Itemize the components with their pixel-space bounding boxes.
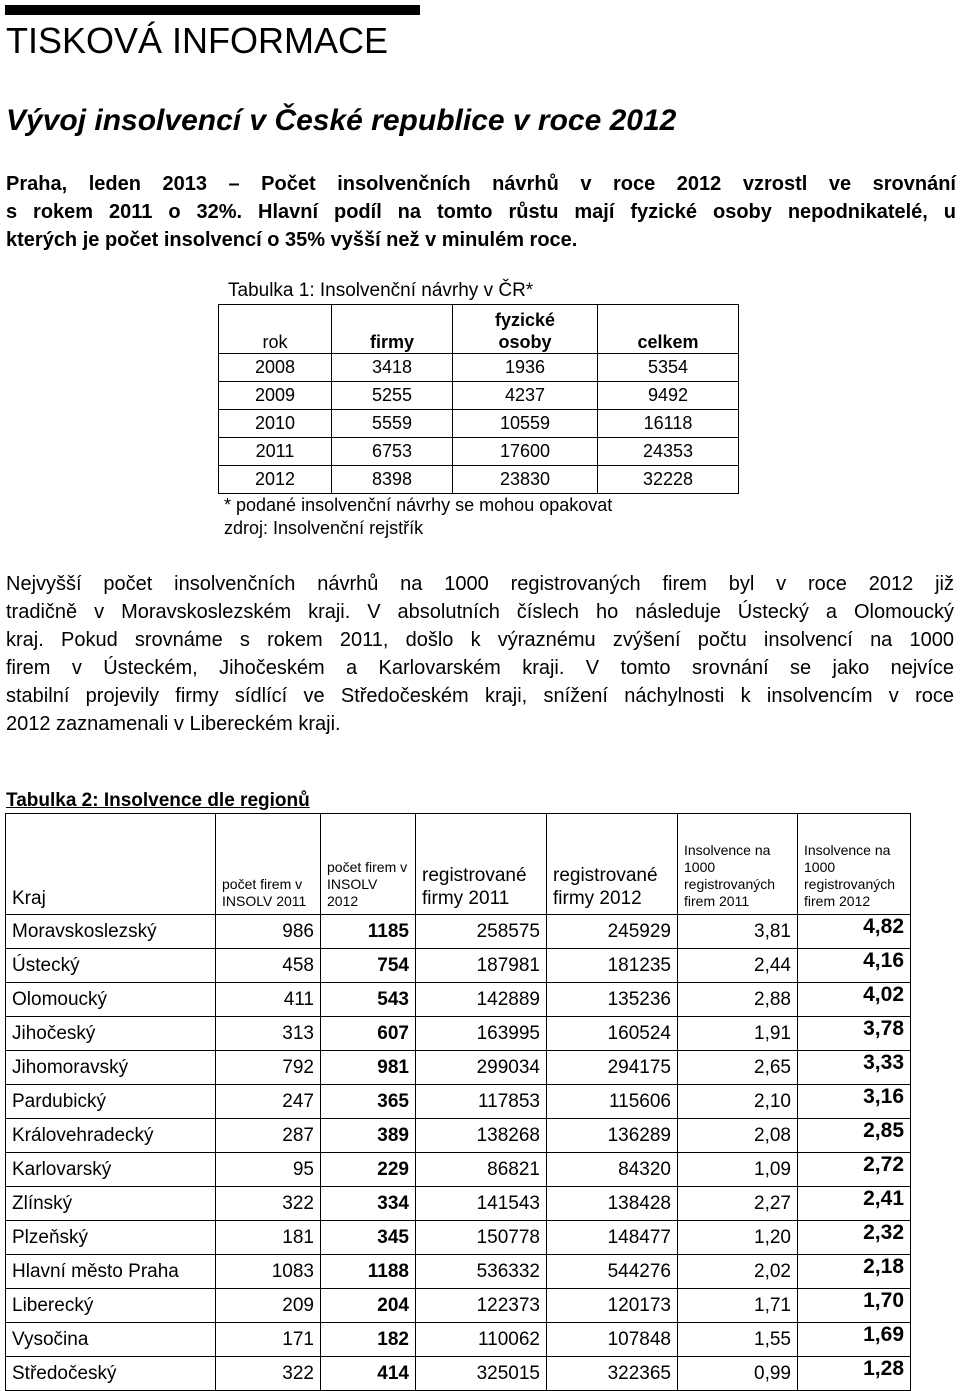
table2-cell: 148477: [547, 1221, 678, 1255]
table2-cell: 2,44: [678, 949, 798, 983]
page-subtitle: Vývoj insolvencí v České republice v roce 2012: [6, 104, 677, 137]
table2-cell: 4,82: [798, 915, 911, 949]
table2-cell: 986: [216, 915, 321, 949]
table-row: [6, 1221, 911, 1255]
table2-header-insolv-2012: počet firem v INSOLV 2012: [321, 814, 416, 915]
region-name: Liberecký: [6, 1289, 216, 1323]
table2-cell: 313: [216, 1017, 321, 1051]
region-name: Ústecký: [6, 949, 216, 983]
table1-header-firmy: firmy: [332, 305, 453, 354]
table2-cell: 322: [216, 1357, 321, 1391]
region-name: Jihomoravský: [6, 1051, 216, 1085]
table2-cell: 4,02: [798, 983, 911, 1017]
table1-cell: 2010: [219, 410, 332, 438]
table2-cell: 411: [216, 983, 321, 1017]
table1-header-celkem: celkem: [598, 305, 739, 354]
table-row: [6, 1357, 911, 1391]
table1-header-rok: rok: [219, 305, 332, 354]
table1-note: * podané insolvenční návrhy se mohou opakovat: [224, 495, 613, 515]
table1-row: [219, 382, 739, 410]
table1-row: [219, 438, 739, 466]
table2-cell: 107848: [547, 1323, 678, 1357]
table2-cell: 247: [216, 1085, 321, 1119]
table1-cell: 8398: [332, 466, 453, 494]
table2-cell: 2,02: [678, 1255, 798, 1289]
body-line: kraj. Pokud srovnáme s rokem 2011, došlo k výraznému zvýšení počtu insolvencí na 1000: [6, 629, 954, 651]
table2-cell: 2,41: [798, 1187, 911, 1221]
region-name: Hlavní město Praha: [6, 1255, 216, 1289]
table2-cell: 4,16: [798, 949, 911, 983]
table2-header-insolv-2011: počet firem v INSOLV 2011: [216, 814, 321, 915]
table2-cell: 187981: [416, 949, 547, 983]
lead-paragraph: [6, 170, 956, 254]
table-row: [6, 983, 911, 1017]
body-line: firem v Ústeckém, Jihočeském a Karlovarském kraji. V tomto srovnání se jako nejvíce: [6, 657, 954, 679]
table2-cell: 458: [216, 949, 321, 983]
table2-header-registrovane-2011: registrované firmy 2011: [416, 814, 547, 915]
table2-cell: 2,08: [678, 1119, 798, 1153]
table2-cell: 84320: [547, 1153, 678, 1187]
table1-cell: 32228: [598, 466, 739, 494]
table2-cell: 171: [216, 1323, 321, 1357]
region-name: Moravskoslezský: [6, 915, 216, 949]
table1-cell: 10559: [453, 410, 598, 438]
table2-cell: 2,72: [798, 1153, 911, 1187]
table2-header-registrovane-2012: registrované firmy 2012: [547, 814, 678, 915]
table2-cell: 115606: [547, 1085, 678, 1119]
table2-cell: 110062: [416, 1323, 547, 1357]
table-row: [6, 1017, 911, 1051]
table1-cell: 6753: [332, 438, 453, 466]
table2-cell: 95: [216, 1153, 321, 1187]
table2-cell: 135236: [547, 983, 678, 1017]
table-row: [6, 1153, 911, 1187]
table2-cell: 138428: [547, 1187, 678, 1221]
table2-cell: 0,99: [678, 1357, 798, 1391]
table2-cell: 1,70: [798, 1289, 911, 1323]
table1: [218, 304, 739, 494]
table2-cell: 86821: [416, 1153, 547, 1187]
table-row: [6, 1051, 911, 1085]
table1-cell: 16118: [598, 410, 739, 438]
table2-cell: 322: [216, 1187, 321, 1221]
table2-cell: 2,10: [678, 1085, 798, 1119]
table2-cell: 1,69: [798, 1323, 911, 1357]
table1-cell: 23830: [453, 466, 598, 494]
table2-header-row: [6, 814, 911, 915]
table1-cell: 24353: [598, 438, 739, 466]
table2-cell: 1,71: [678, 1289, 798, 1323]
table2-cell: 543: [321, 983, 416, 1017]
table-row: [6, 1255, 911, 1289]
lead-line: Praha, leden 2013 – Počet insolvenčních návrhů v roce 2012 vzrostl ve srovnání: [6, 173, 956, 195]
table2-cell: 122373: [416, 1289, 547, 1323]
table1-cell: 5354: [598, 354, 739, 382]
header-rule: [5, 5, 420, 15]
table2-cell: 294175: [547, 1051, 678, 1085]
table2-cell: 334: [321, 1187, 416, 1221]
table2-cell: 1,28: [798, 1357, 911, 1391]
table1-cell: 4237: [453, 382, 598, 410]
table1-cell: 9492: [598, 382, 739, 410]
table2-cell: 181235: [547, 949, 678, 983]
table2-cell: 287: [216, 1119, 321, 1153]
table-row: [6, 1323, 911, 1357]
table2-cell: 1083: [216, 1255, 321, 1289]
table2-cell: 1185: [321, 915, 416, 949]
table2-cell: 3,81: [678, 915, 798, 949]
table1-footnote: [224, 494, 612, 540]
table2-cell: 792: [216, 1051, 321, 1085]
table2-cell: 2,32: [798, 1221, 911, 1255]
table2-cell: 345: [321, 1221, 416, 1255]
region-name: Vysočina: [6, 1323, 216, 1357]
table2-header-kraj: Kraj: [6, 814, 216, 915]
table2-cell: 2,88: [678, 983, 798, 1017]
table2-cell: 163995: [416, 1017, 547, 1051]
table2-cell: 141543: [416, 1187, 547, 1221]
page-title: TISKOVÁ INFORMACE: [6, 20, 389, 61]
table1-row: [219, 410, 739, 438]
region-name: Středočeský: [6, 1357, 216, 1391]
table2-cell: 2,85: [798, 1119, 911, 1153]
table2-cell: 3,78: [798, 1017, 911, 1051]
table2-cell: 389: [321, 1119, 416, 1153]
table2-cell: 204: [321, 1289, 416, 1323]
table1-title: Tabulka 1: Insolvenční návrhy v ČR*: [228, 280, 534, 301]
table1-row: [219, 466, 739, 494]
table1-cell: 2009: [219, 382, 332, 410]
table2-cell: 1,55: [678, 1323, 798, 1357]
body-line: 2012 zaznamenali v Libereckém kraji.: [6, 713, 341, 735]
table2-cell: 322365: [547, 1357, 678, 1391]
table2-cell: 2,27: [678, 1187, 798, 1221]
table1-cell: 5255: [332, 382, 453, 410]
table2-title: Tabulka 2: Insolvence dle regionů: [6, 790, 310, 811]
table2-cell: 754: [321, 949, 416, 983]
table1-source: zdroj: Insolvenční rejstřík: [224, 518, 424, 538]
table-row: [6, 1085, 911, 1119]
region-name: Plzeňský: [6, 1221, 216, 1255]
region-name: Královehradecký: [6, 1119, 216, 1153]
region-name: Zlínský: [6, 1187, 216, 1221]
table2-cell: 607: [321, 1017, 416, 1051]
region-name: Karlovarský: [6, 1153, 216, 1187]
table2-cell: 3,16: [798, 1085, 911, 1119]
table2-cell: 299034: [416, 1051, 547, 1085]
table2-cell: 150778: [416, 1221, 547, 1255]
table1-header-fyzicke-osoby: fyzické osoby: [453, 305, 598, 354]
table2-cell: 981: [321, 1051, 416, 1085]
table1-cell: 17600: [453, 438, 598, 466]
table1-cell: 3418: [332, 354, 453, 382]
table-row: [6, 1119, 911, 1153]
table2-cell: 138268: [416, 1119, 547, 1153]
table1-cell: 5559: [332, 410, 453, 438]
table2-cell: 1,91: [678, 1017, 798, 1051]
table1-row: [219, 354, 739, 382]
body-line: stabilní projevily firmy sídlící ve Středočeském kraji, snížení náchylnosti k insolvencím v roce: [6, 685, 954, 707]
table2-cell: 245929: [547, 915, 678, 949]
table1-cell: 2011: [219, 438, 332, 466]
table2-cell: 209: [216, 1289, 321, 1323]
table2-header-per1000-2011: Insolvence na 1000 registrovaných firem 2011: [678, 814, 798, 915]
table2-cell: 117853: [416, 1085, 547, 1119]
table-row: [6, 1289, 911, 1323]
table2-cell: 120173: [547, 1289, 678, 1323]
table1-cell: 2012: [219, 466, 332, 494]
region-name: Olomoucký: [6, 983, 216, 1017]
table2-cell: 1,09: [678, 1153, 798, 1187]
table2-cell: 142889: [416, 983, 547, 1017]
body-paragraph: [6, 570, 954, 738]
body-line: Nejvyšší počet insolvenčních návrhů na 1000 registrovaných firem byl v roce 2012 již: [6, 573, 954, 595]
table2: [5, 813, 911, 1391]
table2-cell: 1188: [321, 1255, 416, 1289]
table2-cell: 544276: [547, 1255, 678, 1289]
table2-cell: 2,18: [798, 1255, 911, 1289]
table2-cell: 258575: [416, 915, 547, 949]
lead-line: s rokem 2011 o 32%. Hlavní podíl na tomto růstu mají fyzické osoby nepodnikatelé, u: [6, 201, 956, 223]
table2-cell: 160524: [547, 1017, 678, 1051]
table-row: [6, 915, 911, 949]
table1-header-row: [219, 305, 739, 354]
table2-cell: 3,33: [798, 1051, 911, 1085]
body-line: tradičně v Moravskoslezském kraji. V absolutních číslech ho následuje Ústecký a Olomoucký: [6, 601, 954, 623]
region-name: Jihočeský: [6, 1017, 216, 1051]
table2-cell: 182: [321, 1323, 416, 1357]
table2-cell: 365: [321, 1085, 416, 1119]
table1-cell: 1936: [453, 354, 598, 382]
table2-cell: 2,65: [678, 1051, 798, 1085]
table2-cell: 536332: [416, 1255, 547, 1289]
region-name: Pardubický: [6, 1085, 216, 1119]
table2-cell: 229: [321, 1153, 416, 1187]
table-row: [6, 1187, 911, 1221]
table2-cell: 136289: [547, 1119, 678, 1153]
table1-cell: 2008: [219, 354, 332, 382]
table2-cell: 181: [216, 1221, 321, 1255]
lead-line: kterých je počet insolvencí o 35% vyšší než v minulém roce.: [6, 229, 578, 251]
table2-cell: 414: [321, 1357, 416, 1391]
table2-header-per1000-2012: Insolvence na 1000 registrovaných firem 2012: [798, 814, 911, 915]
table-row: [6, 949, 911, 983]
table2-cell: 325015: [416, 1357, 547, 1391]
table2-cell: 1,20: [678, 1221, 798, 1255]
